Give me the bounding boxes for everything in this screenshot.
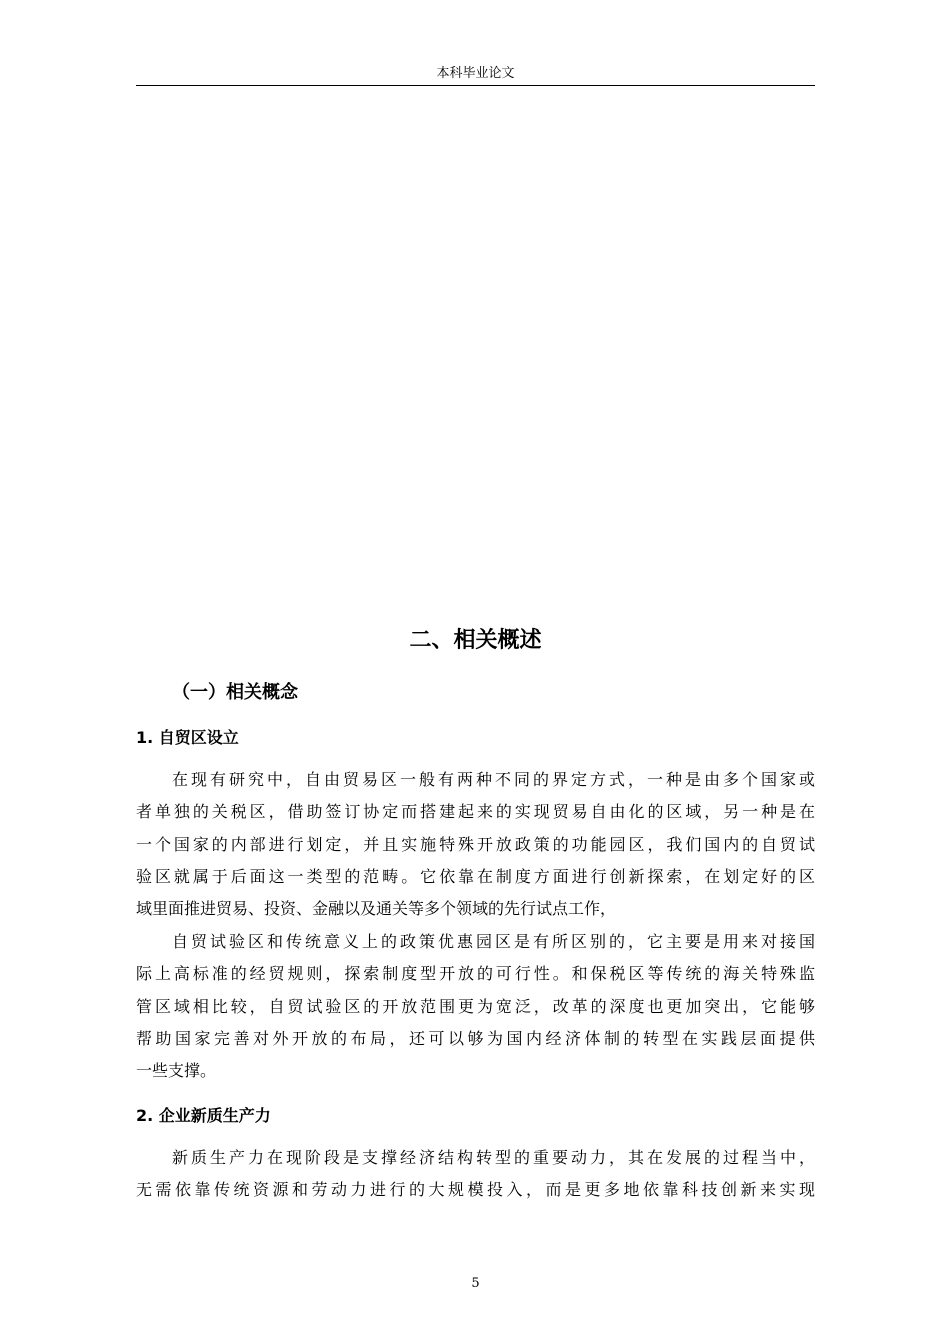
paragraph-3	[136, 1142, 815, 1207]
paragraph-line: 帮助国家完善对外开放的布局，还可以够为国内经济体制的转型在实践层面提供	[136, 1028, 815, 1048]
running-header: 本科毕业论文	[436, 66, 515, 81]
paragraph-line: 域里面推进贸易、投资、金融以及通关等多个领域的先行试点工作，	[136, 899, 617, 919]
paragraph-line: 一些支撑。	[136, 1061, 217, 1081]
paragraph-2	[136, 926, 815, 1087]
paragraph-line: 者单独的关税区，借助签订协定而搭建起来的实现贸易自由化的区域，另一种是在	[136, 802, 815, 822]
paragraph-1	[136, 764, 815, 925]
chapter-heading: 二、相关概述	[409, 628, 542, 653]
subsection-heading-2: 2. 企业新质生产力	[136, 1106, 271, 1125]
paragraph-line: 自贸试验区和传统意义上的政策优惠园区是有所区别的，它主要是用来对接国	[172, 932, 815, 951]
section-heading: （一）相关概念	[172, 682, 298, 703]
header-divider	[136, 85, 815, 86]
subsection-heading-1: 1. 自贸区设立	[136, 728, 239, 747]
paragraph-line: 新质生产力在现阶段是支撑经济结构转型的重要动力，其在发展的过程当中，	[172, 1148, 815, 1167]
paragraph-line: 一个国家的内部进行划定，并且实施特殊开放政策的功能园区，我们国内的自贸试	[136, 834, 815, 854]
paragraph-line: 验区就属于后面这一类型的范畴。它依靠在制度方面进行创新探索，在划定好的区	[136, 866, 815, 886]
paragraph-line: 际上高标准的经贸规则，探索制度型开放的可行性。和保税区等传统的海关特殊监	[136, 964, 815, 984]
paragraph-line: 管区域相比较，自贸试验区的开放范围更为宽泛，改革的深度也更加突出，它能够	[136, 996, 815, 1016]
page-number: 5	[471, 1276, 480, 1291]
paragraph-line: 在现有研究中，自由贸易区一般有两种不同的界定方式，一种是由多个国家或	[172, 770, 815, 789]
paragraph-line: 无需依靠传统资源和劳动力进行的大规模投入，而是更多地依靠科技创新来实现	[136, 1180, 815, 1200]
